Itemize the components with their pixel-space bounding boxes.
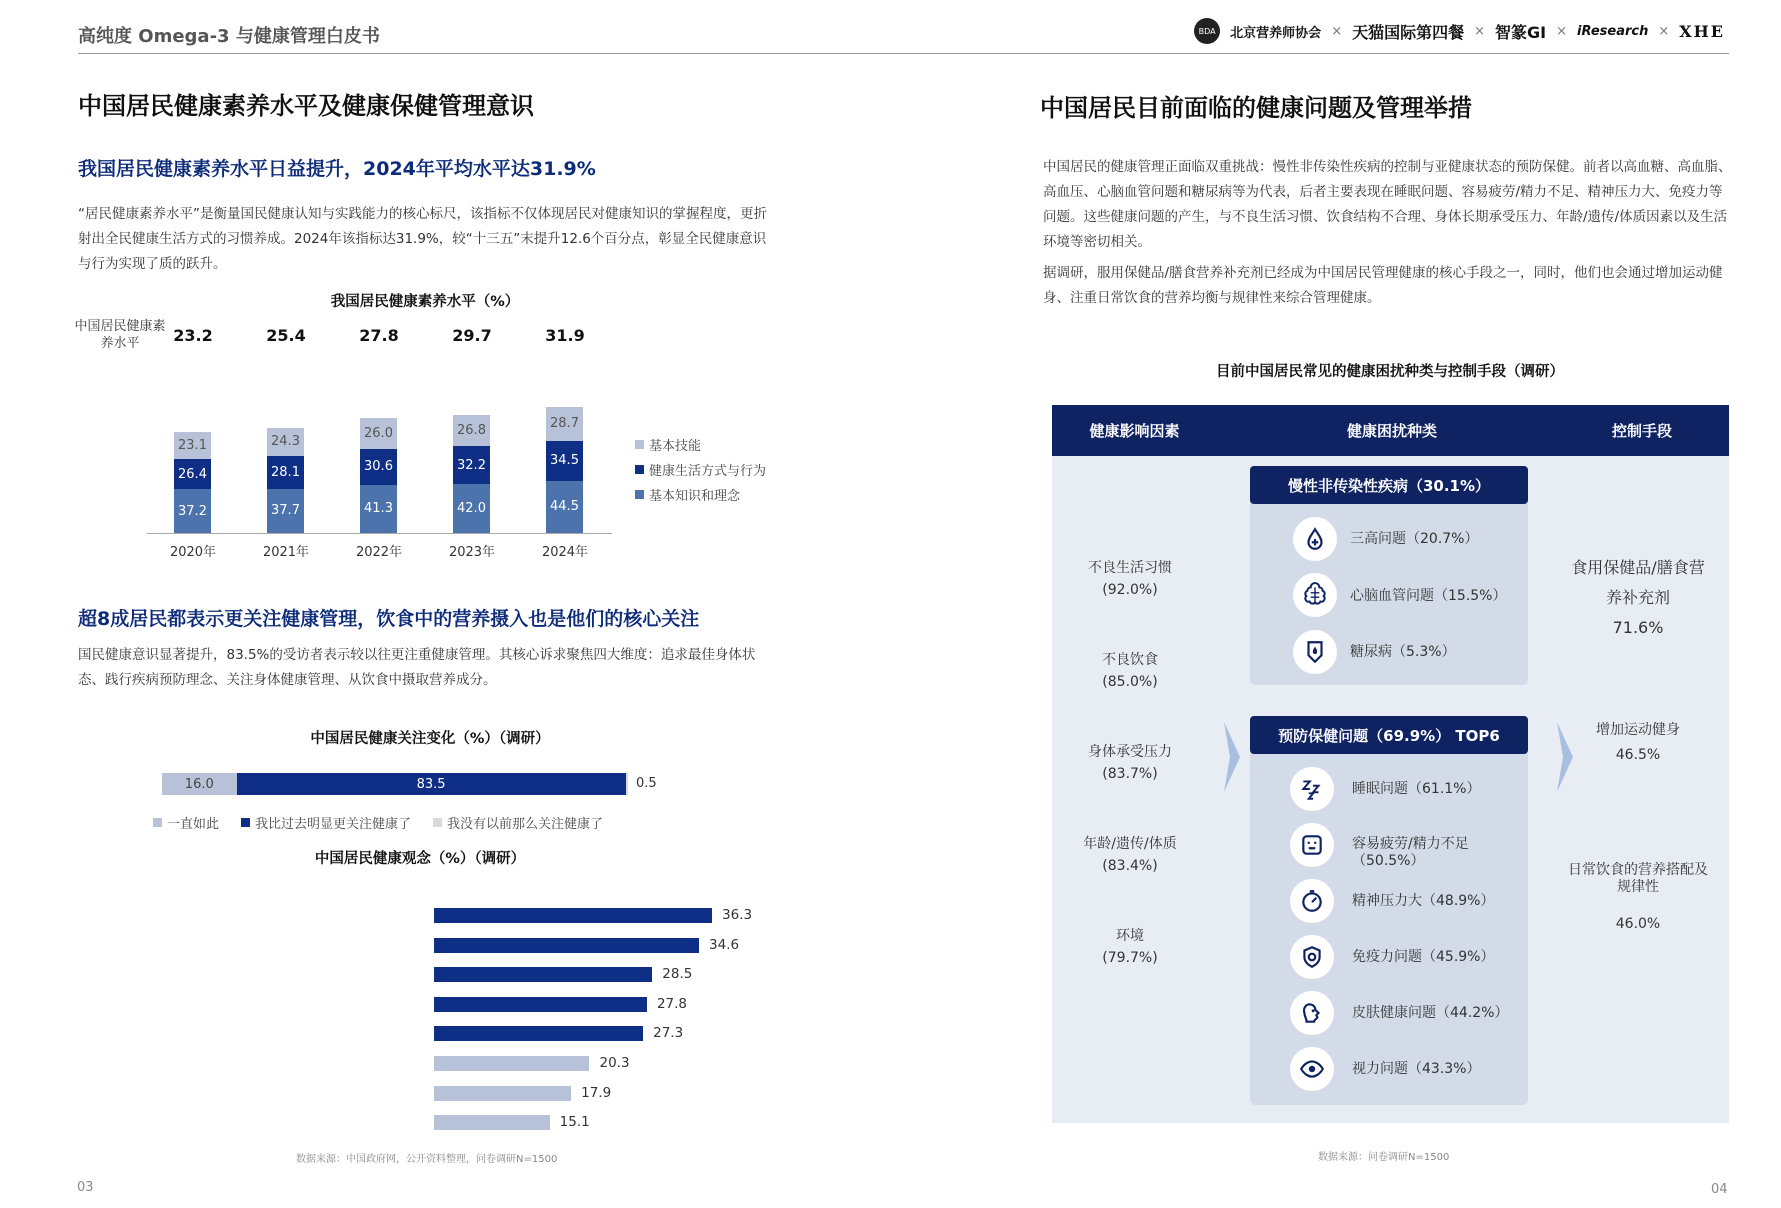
concept-chart-title: 中国居民健康观念（%）（调研） xyxy=(314,851,526,867)
concept-value-label: 27.8 xyxy=(656,995,687,1012)
legend-item-knowledge xyxy=(635,482,766,507)
factor-item xyxy=(1050,649,1210,693)
attention-bar-segment: 83.5 xyxy=(237,773,626,795)
section2-body: 国民健康意识显著提升，83.5%的受访者表示较以往更注重健康管理。其核心诉求聚焦四大维度：追求最佳身体状态、践行疾病预防理念、关注身体健康管理、从饮食中摄取营养成分。 xyxy=(78,647,756,688)
shield-icon xyxy=(1290,935,1334,979)
stack-segment: 44.5 xyxy=(546,481,583,533)
legend-label: 一直如此 xyxy=(167,817,220,832)
factor-pct: (85.0%) xyxy=(1102,674,1158,690)
chronic-item-label: 心脑血管问题（15.5%） xyxy=(1350,588,1507,604)
concept-bar xyxy=(434,1056,589,1071)
prevention-item-label: 皮肤健康问题（44.2%） xyxy=(1352,1005,1509,1021)
legend-item-skills xyxy=(635,432,766,457)
prevention-item-label xyxy=(1352,836,1469,870)
sleep-icon xyxy=(1290,767,1334,811)
arrow-right-icon xyxy=(1222,722,1242,792)
stack-segment: 37.7 xyxy=(267,489,304,533)
gauge-icon xyxy=(1290,879,1334,923)
brain-icon xyxy=(1293,573,1337,617)
logo-xhe: XHE xyxy=(1679,21,1725,41)
factor-pct: (83.4%) xyxy=(1102,858,1158,874)
factor-name: 不良饮食 xyxy=(1102,652,1158,668)
control-label: 养补充剂 xyxy=(1605,588,1670,607)
prevention-item-label-line2: （50.5%） xyxy=(1352,853,1425,869)
legend-item-same xyxy=(153,810,219,835)
section2-title: 超8成居民都表示更关注健康管理，饮食中的营养摄入也是他们的核心关注 xyxy=(78,608,700,630)
prevention-item-label-line1: 容易疲劳/精力不足 xyxy=(1352,836,1469,852)
blood-drop-icon xyxy=(1293,517,1337,561)
prevention-item-label: 睡眠问题（61.1%） xyxy=(1352,781,1481,797)
skin-icon xyxy=(1290,991,1334,1035)
control-diet xyxy=(1538,862,1738,933)
right-para-2: 据调研，服用保健品/膳食营养补充剂已经成为中国居民管理健康的核心手段之一，同时，他们也会通过增加运动健身、注重日常饮食的营养均衡与规律性来综合管理健康。 xyxy=(1043,265,1723,306)
concept-bar xyxy=(434,997,647,1012)
stack-segment: 23.1 xyxy=(174,432,211,459)
prevention-item-label: 精神压力大（48.9%） xyxy=(1352,893,1495,909)
legend-item-less xyxy=(433,810,603,835)
factor-item xyxy=(1050,557,1210,601)
health-table-header xyxy=(1052,405,1729,456)
factor-item xyxy=(1050,833,1210,877)
stack-segment: 42.0 xyxy=(453,484,490,533)
chronic-disease-title: 慢性非传染性疾病（30.1%） xyxy=(1250,466,1528,504)
control-pct: 71.6% xyxy=(1612,618,1664,637)
right-page-heading: 中国居民目前面临的健康问题及管理举措 xyxy=(1040,94,1472,122)
concept-value-label: 15.1 xyxy=(559,1114,590,1131)
stack-total-label: 31.9 xyxy=(545,326,585,345)
col-problems: 健康困扰种类 xyxy=(1346,422,1437,440)
stack-segment: 37.2 xyxy=(174,489,211,533)
stack-total-label: 29.7 xyxy=(452,326,492,345)
glucose-meter-icon xyxy=(1293,630,1337,674)
control-label: 食用保健品/膳食营 xyxy=(1571,558,1705,577)
stack-segment: 32.2 xyxy=(453,446,490,484)
stack-segment: 28.1 xyxy=(267,456,304,489)
literacy-chart-title: 我国居民健康素养水平（%） xyxy=(330,294,520,310)
legend-label: 健康生活方式与行为 xyxy=(649,464,767,479)
x-tick-label: 2021年 xyxy=(262,545,310,560)
concept-value-label: 28.5 xyxy=(662,966,693,983)
factor-pct: (92.0%) xyxy=(1102,582,1158,598)
factor-name: 年龄/遗传/体质 xyxy=(1083,836,1177,852)
legend-swatch xyxy=(635,440,644,449)
logo-separator: × xyxy=(1331,23,1343,39)
legend-label: 我没有以前那么关注健康了 xyxy=(447,817,604,832)
literacy-legend xyxy=(635,432,766,507)
legend-swatch xyxy=(433,818,442,827)
col-factors: 健康影响因素 xyxy=(1089,422,1180,440)
factor-item xyxy=(1050,741,1210,785)
legend-label: 我比过去明显更关注健康了 xyxy=(255,817,412,832)
legend-item-lifestyle xyxy=(635,457,766,482)
attention-small-label: 0.5 xyxy=(636,776,657,791)
legend-item-more xyxy=(241,810,411,835)
concept-bar xyxy=(434,1026,643,1041)
legend-label: 基本技能 xyxy=(649,439,702,454)
legend-label: 基本知识和理念 xyxy=(649,489,741,504)
factor-item xyxy=(1050,925,1210,969)
concept-value-label: 34.6 xyxy=(709,936,740,953)
prevention-item-label: 免疫力问题（45.9%） xyxy=(1352,949,1495,965)
left-source-note: 数据来源：中国政府网，公开资料整理，问卷调研N=1500 xyxy=(296,1154,558,1165)
factor-pct: (79.7%) xyxy=(1102,950,1158,966)
attention-bar-segment: 16.0 xyxy=(162,773,237,795)
concept-bar xyxy=(434,1115,550,1130)
control-label: 增加运动健身 xyxy=(1596,722,1680,738)
right-source-note: 数据来源：问卷调研N=1500 xyxy=(1318,1152,1450,1163)
legend-swatch xyxy=(153,818,162,827)
logo-tmall: 天猫国际第四餐 xyxy=(1352,22,1465,42)
eye-icon xyxy=(1290,1047,1334,1091)
literacy-row-label: 中国居民健康素养水平 xyxy=(74,319,166,351)
legend-swatch xyxy=(635,490,644,499)
stack-total-label: 23.2 xyxy=(173,326,213,345)
tired-face-icon xyxy=(1290,823,1334,867)
prevention-item-label: 视力问题（43.3%） xyxy=(1352,1061,1481,1077)
control-supplements xyxy=(1538,553,1738,643)
attention-bar-segment xyxy=(626,773,628,795)
x-tick-label: 2024年 xyxy=(541,545,589,560)
right-page-number: 04 xyxy=(1711,1182,1728,1197)
control-exercise xyxy=(1538,718,1738,768)
factor-name: 不良生活习惯 xyxy=(1088,560,1172,576)
logo-bda: 北京营养师协会 xyxy=(1230,25,1322,41)
logo-zhizhuan: 智篆GI xyxy=(1495,22,1547,42)
x-tick-label: 2023年 xyxy=(448,545,496,560)
stack-segment: 41.3 xyxy=(360,485,397,533)
factor-name: 环境 xyxy=(1116,928,1144,944)
x-tick-label: 2020年 xyxy=(169,545,217,560)
concept-bar xyxy=(434,938,699,953)
logo-separator: × xyxy=(1474,23,1486,39)
concept-value-label: 27.3 xyxy=(653,1025,684,1042)
control-pct: 46.5% xyxy=(1615,747,1661,763)
stack-segment: 24.3 xyxy=(267,428,304,456)
factor-name: 身体承受压力 xyxy=(1088,744,1172,760)
logo-iresearch: iResearch xyxy=(1577,23,1649,39)
concept-value-label: 36.3 xyxy=(722,907,753,923)
table-title: 目前中国居民常见的健康困扰种类与控制手段（调研） xyxy=(1216,364,1564,380)
concept-value-label: 17.9 xyxy=(581,1084,612,1101)
stack-segment: 26.4 xyxy=(174,459,211,490)
legend-swatch xyxy=(241,818,250,827)
stack-segment: 28.7 xyxy=(546,407,583,441)
bda-logo-badge: BDA xyxy=(1194,18,1220,44)
left-page-heading: 中国居民健康素养水平及健康保健管理意识 xyxy=(78,92,534,120)
legend-swatch xyxy=(635,465,644,474)
partner-logos xyxy=(1194,18,1725,44)
concept-value-label: 20.3 xyxy=(599,1055,630,1071)
col-controls: 控制手段 xyxy=(1611,422,1672,440)
section1-title: 我国居民健康素养水平日益提升，2024年平均水平达31.9% xyxy=(78,158,596,180)
section1-body: “居民健康素养水平”是衡量国民健康认知与实践能力的核心标尺，该指标不仅体现居民对健康知识的掌握程度，更折射出全民健康生活方式的习惯养成。2024年该指标达31.9%，较“十三五”末提升12.6个百分点，彰显全民健康意识与行为实现了质的跃升。 xyxy=(78,206,767,272)
chronic-item-label: 糖尿病（5.3%） xyxy=(1350,644,1456,660)
factor-pct: (83.7%) xyxy=(1102,766,1158,782)
stack-total-label: 27.8 xyxy=(359,326,399,345)
control-label: 日常饮食的营养搭配及 xyxy=(1568,862,1708,878)
stack-segment: 26.8 xyxy=(453,415,490,446)
attention-legend xyxy=(153,810,603,835)
stack-segment: 30.6 xyxy=(360,449,397,485)
concept-bar xyxy=(434,908,712,923)
logo-separator: × xyxy=(1556,23,1568,39)
prevention-title: 预防保健问题（69.9%） TOP6 xyxy=(1250,716,1528,754)
concept-bar xyxy=(434,1086,571,1101)
stack-segment: 26.0 xyxy=(360,418,397,448)
control-label: 规律性 xyxy=(1617,879,1659,895)
x-tick-label: 2022年 xyxy=(355,545,403,560)
right-para-1: 中国居民的健康管理正面临双重挑战：慢性非传染性疾病的控制与亚健康状态的预防保健。前者以高血糖、高血脂、高血压、心脑血管问题和糖尿病等为代表，后者主要表现在睡眠问题、容易疲劳/精力不足、精神压力大、免疫力等问题。这些健康问题的产生，与不良生活习惯、饮食结构不合理、身体长期承受压力、年龄/遗传/体质因素以及生活环境等密切相关。 xyxy=(1043,159,1732,250)
chronic-item-label: 三高问题（20.7%） xyxy=(1350,531,1479,547)
literacy-baseline xyxy=(147,533,612,534)
concept-bar xyxy=(434,967,652,982)
attention-chart-title: 中国居民健康关注变化（%）（调研） xyxy=(310,731,550,747)
logo-separator: × xyxy=(1658,23,1670,39)
header-divider xyxy=(78,53,1729,54)
document-title: 高纯度 Omega-3 与健康管理白皮书 xyxy=(78,26,380,47)
stack-segment: 34.5 xyxy=(546,441,583,481)
control-pct: 46.0% xyxy=(1615,916,1661,932)
left-page-number: 03 xyxy=(77,1180,94,1195)
stack-total-label: 25.4 xyxy=(266,326,306,345)
